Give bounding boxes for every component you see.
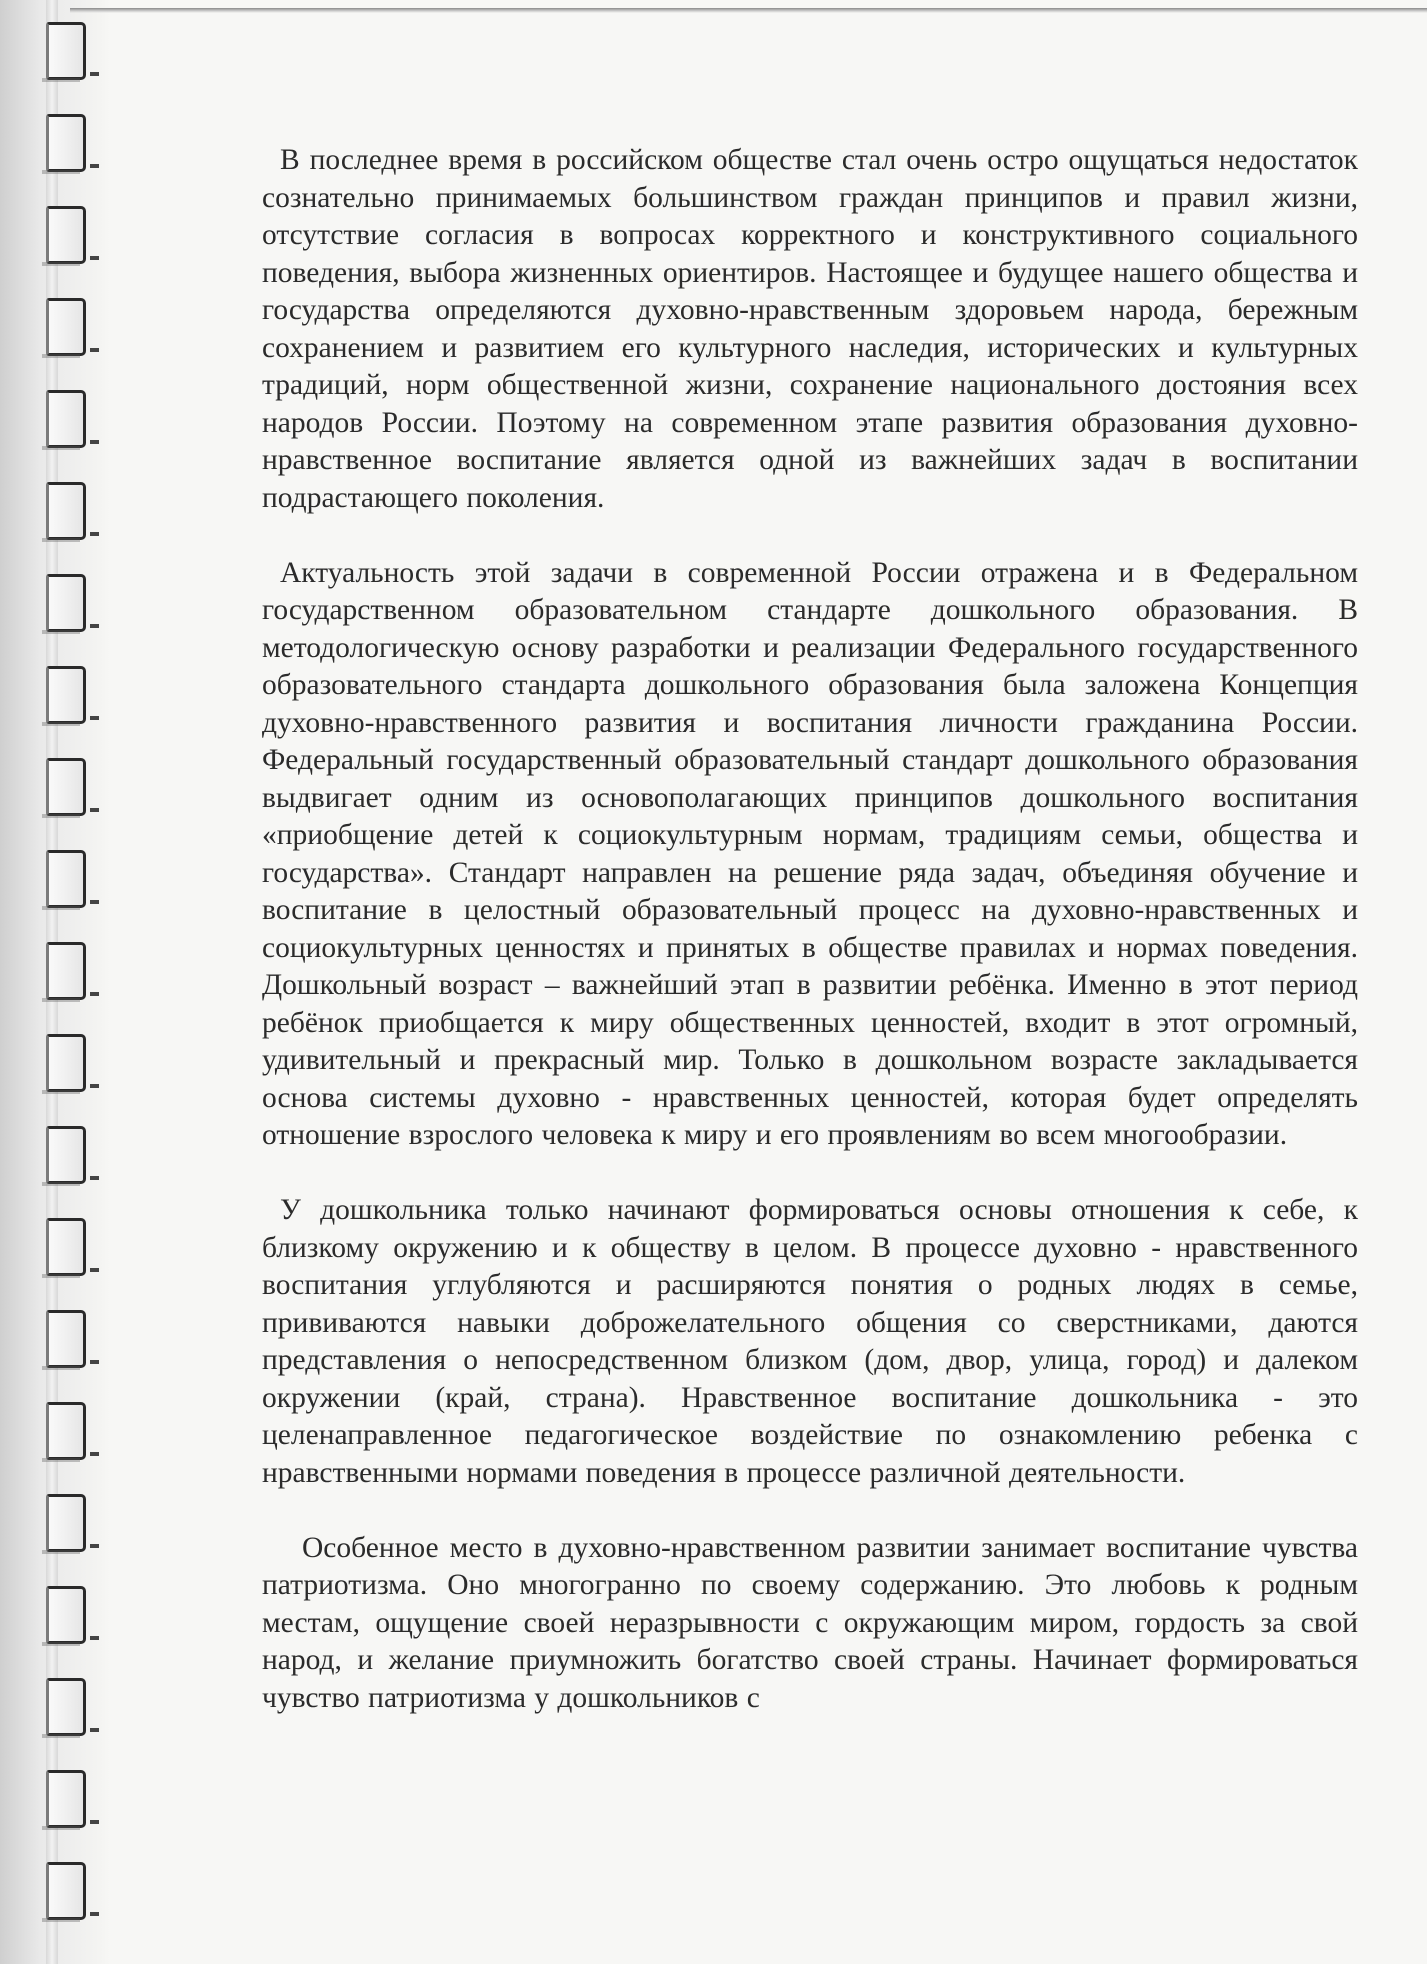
binding-ring — [40, 574, 86, 636]
binding-ring — [40, 22, 86, 84]
binding-ring — [40, 298, 86, 360]
binding-ring — [40, 1310, 86, 1372]
binding-ring — [40, 206, 86, 268]
paragraph-3: У дошкольника только начинают формироваться основы отношения к себе, к близкому окружению и к обществу в целом. В процессе духовно - нравственного воспитания углубляются и расширяются понятия о родных людях в семье, прививаются навыки доброжелательного общения со сверстниками, даются представления о непосредственном близком (дом, двор, улица, город) и далеком окружении (край, страна). Нравственное воспитание дошкольника - это целенаправленное педагогическое воздействие по ознакомлению ребенка с нравственными нормами поведения в процессе различной деятельности. — [262, 1194, 1358, 1489]
paragraph-1: В последнее время в российском обществе стал очень остро ощущаться недостаток сознательно принимаемых большинством граждан принципов и правил жизни, отсутствие согласия в вопросах корректного и конструктивного социального поведения, выбора жизненных ориентиров. Настоящее и будущее нашего общества и государства определяются духовно-нравственным здоровьем народа, бережным сохранением и развитием его культурного наследия, исторических и культурных традиций, норм общественной жизни, сохранение национального достояния всех народов России. Поэтому на современном этапе развития образования духовно-нравственное воспитание является одной из важнейших задач в воспитании подрастающего поколения. — [262, 144, 1358, 514]
binding-ring — [40, 1770, 86, 1832]
binding-ring — [40, 1862, 86, 1924]
binding-ring — [40, 1494, 86, 1556]
binding-ring — [40, 666, 86, 728]
binding-ring — [40, 1678, 86, 1740]
binding-ring — [40, 114, 86, 176]
paragraph-4: Особенное место в духовно-нравственном развитии занимает воспитание чувства патриотизма. Оно многогранно по своему содержанию. Это любовь к родным местам, ощущение своей неразрывности с окружающим миром, гордость за свой народ, и желание приумножить богатство своей страны. Начинает формироваться чувство патриотизма у дошкольников с — [262, 1531, 1358, 1714]
document-body — [262, 142, 1358, 1755]
paragraph-2: Актуальность этой задачи в современной России отражена и в Федеральном государственном образовательном стандарте дошкольного образования. В методологическую основу разработки и реализации Федерального государственного образовательного стандарта дошкольного образования была заложена Концепция духовно-нравственного развития и воспитания личности гражданина России. Федеральный государственный образовательный стандарт дошкольного образования выдвигает одним из основополагающих принципов дошкольного воспитания «приобщение детей к социокультурным нормам, традициям семьи, общества и государства». Стандарт направлен на решение ряда задач, объединяя обучение и воспитание в целостный образовательный процесс на духовно-нравственных и социокультурных ценностях и принятых в обществе правилах и нормах поведения. Дошкольный возраст – важнейший этап в развитии ребёнка. Именно в этот период ребёнок приобщается к миру общественных ценностей, входит в этот огромный, удивительный и прекрасный мир. Только в дошкольном возрасте закладывается основа системы духовно - нравственных ценностей, которая будет определять отношение взрослого человека к миру и его проявлениям во всем многообразии. — [262, 556, 1358, 1151]
binding-ring — [40, 482, 86, 544]
binding-ring — [40, 850, 86, 912]
binding-ring — [40, 1126, 86, 1188]
binding-ring — [40, 1402, 86, 1464]
spiral-binding — [0, 0, 110, 1964]
scan-top-edge — [70, 8, 1427, 13]
binding-ring — [40, 942, 86, 1004]
binding-ring — [40, 758, 86, 820]
binding-ring — [40, 390, 86, 452]
binding-ring — [40, 1586, 86, 1648]
binding-ring — [40, 1034, 86, 1096]
binding-ring — [40, 1218, 86, 1280]
